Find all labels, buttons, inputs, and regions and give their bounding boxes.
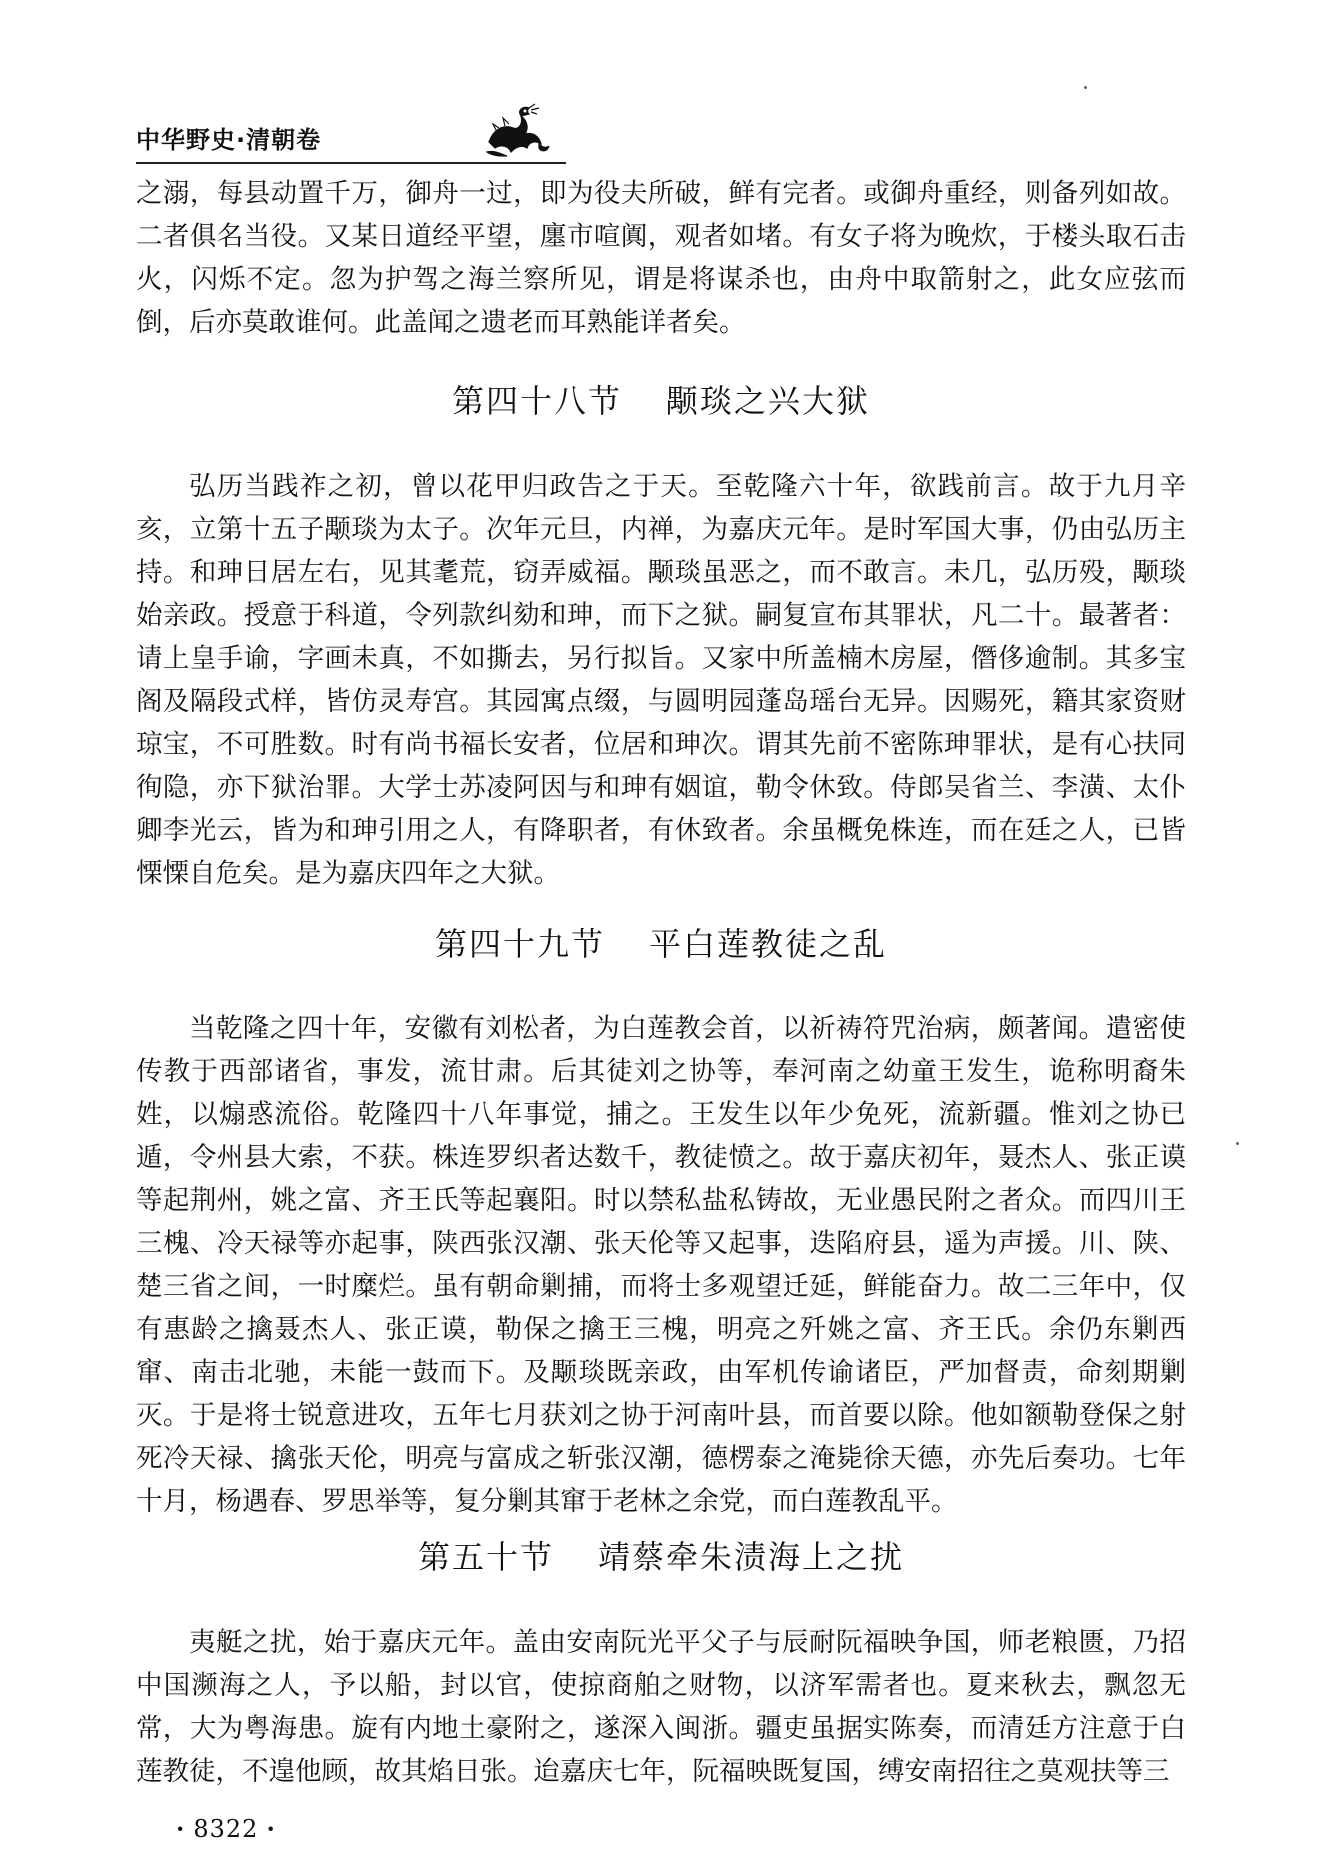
section-paragraph: 当乾隆之四十年，安徽有刘松者，为白莲教会首，以祈祷符咒治病，颇著闻。遣密使传教于西部诸省，事发，流甘肃。后其徒刘之协等，奉河南之幼童王发生，诡称明裔朱姓，以煽惑流俗。乾隆四十八年事觉，捕之。王发生以年少免死，流新疆。惟刘之协已遁，令州县大索，不获。株连罗织者达数千，教徒愤之。故于嘉庆初年，聂杰人、张正谟等起荆州，姚之富、齐王氏等起襄阳。时以禁私盐私铸故，无业愚民附之者众。而四川王三槐、冷天禄等亦起事，陕西张汉潮、张天伦等又起事，迭陷府县，遥为声援。川、陕、楚三省之间，一时糜烂。虽有朝命剿捕，而将士多观望迁延，鲜能奋力。故二三年中，仅有惠龄之擒聂杰人、张正谟，勒保之擒王三槐，明亮之歼姚之富、齐王氏。余仍东剿西窜、南击北驰，未能一鼓而下。及颙琰既亲政，由军机传谕诸臣，严加督责，命刻期剿灭。于是将士锐意进攻，五年七月获刘之协于河南叶县，而首要以除。他如额勒登保之射死冷天禄、擒张天伦，明亮与富成之斩张汉潮，德楞泰之淹毙徐天德，亦先后奏功。七年十月，杨遇春、罗思举等，复分剿其窜于老林之余党，而白莲教乱平。 xyxy=(136,1013,1186,1517)
running-header xyxy=(136,116,1186,164)
section-number: 第四十九节 xyxy=(434,925,605,963)
page-number-text: 8322 xyxy=(193,1815,259,1843)
scan-speck xyxy=(1236,1142,1239,1145)
section-paragraph: 弘历当践祚之初，曾以花甲归政告之于天。至乾隆六十年，欲践前言。故于九月辛亥，立第十五子颙琰为太子。次年元旦，内禅，为嘉庆元年。是时军国大事，仍由弘历主持。和珅日居左右，见其耄荒，窃弄威福。颙琰虽恶之，而不敢言。未几，弘历殁，颙琰始亲政。授意于科道，令列款纠劾和珅，而下之狱。嗣复宣布其罪状，凡二十。最著者：请上皇手谕，字画未真，不如撕去，另行拟旨。又家中所盖楠木房屋，僭侈逾制。其多宝阁及隔段式样，皆仿灵寿宫。其园寓点缀，与圆明园蓬岛瑶台无异。因赐死，籍其家资财琼宝，不可胜数。时有尚书福长安者，位居和珅次。谓其先前不密陈珅罪状，是有心扶同徇隐，亦下狱治罪。大学士苏凌阿因与和珅有姻谊，勒令休致。侍郎吴省兰、李潢、太仆卿李光云，皆为和珅引用之人，有降职者，有休致者。余虽概免株连，而在廷之人，已皆慄慄自危矣。是为嘉庆四年之大狱。 xyxy=(136,471,1186,889)
section-heading-49 xyxy=(136,922,1186,966)
section-title: 平白莲教徒之乱 xyxy=(649,925,888,963)
dragon-logo-icon xyxy=(481,102,551,158)
section-heading-48 xyxy=(136,379,1186,423)
book-title: 中华野史·清朝卷 xyxy=(136,126,322,154)
continuation-paragraph: 之溺，每县动置千万，御舟一过，即为役夫所破，鲜有完者。或御舟重经，则备列如故。二者俱名当役。又某日道经平望，廛市喧阗，观者如堵。有女子将为晚炊，于楼头取石击火，闪烁不定。忽为护驾之海兰察所见，谓是将谋杀也，由舟中取箭射之，此女应弦而倒，后亦莫敢谁何。此盖闻之遗老而耳熟能详者矣。 xyxy=(136,178,1186,338)
bullet-right: · xyxy=(266,1814,276,1843)
section-number: 第五十节 xyxy=(417,1538,554,1576)
scan-speck xyxy=(1084,86,1087,89)
section-number: 第四十八节 xyxy=(451,382,622,420)
section-paragraph: 夷艇之扰，始于嘉庆元年。盖由安南阮光平父子与辰耐阮福映争国，师老粮匮，乃招中国濒海之人，予以船，封以官，使掠商舶之财物，以济军需者也。夏来秋去，飘忽无常，大为粤海患。旋有内地土豪附之，遂深入闽浙。疆吏虽据实陈奏，而清廷方注意于白莲教徒，不遑他顾，故其焰日张。迨嘉庆七年，阮福映既复国，缚安南招往之莫观扶等三 xyxy=(136,1627,1186,1787)
bullet-left: · xyxy=(176,1814,186,1843)
section-heading-50 xyxy=(136,1535,1186,1579)
page-number xyxy=(168,1814,284,1843)
section-title: 靖蔡牵朱渍海上之扰 xyxy=(598,1538,905,1576)
header-rule xyxy=(136,162,566,164)
section-title: 颙琰之兴大狱 xyxy=(666,382,871,420)
